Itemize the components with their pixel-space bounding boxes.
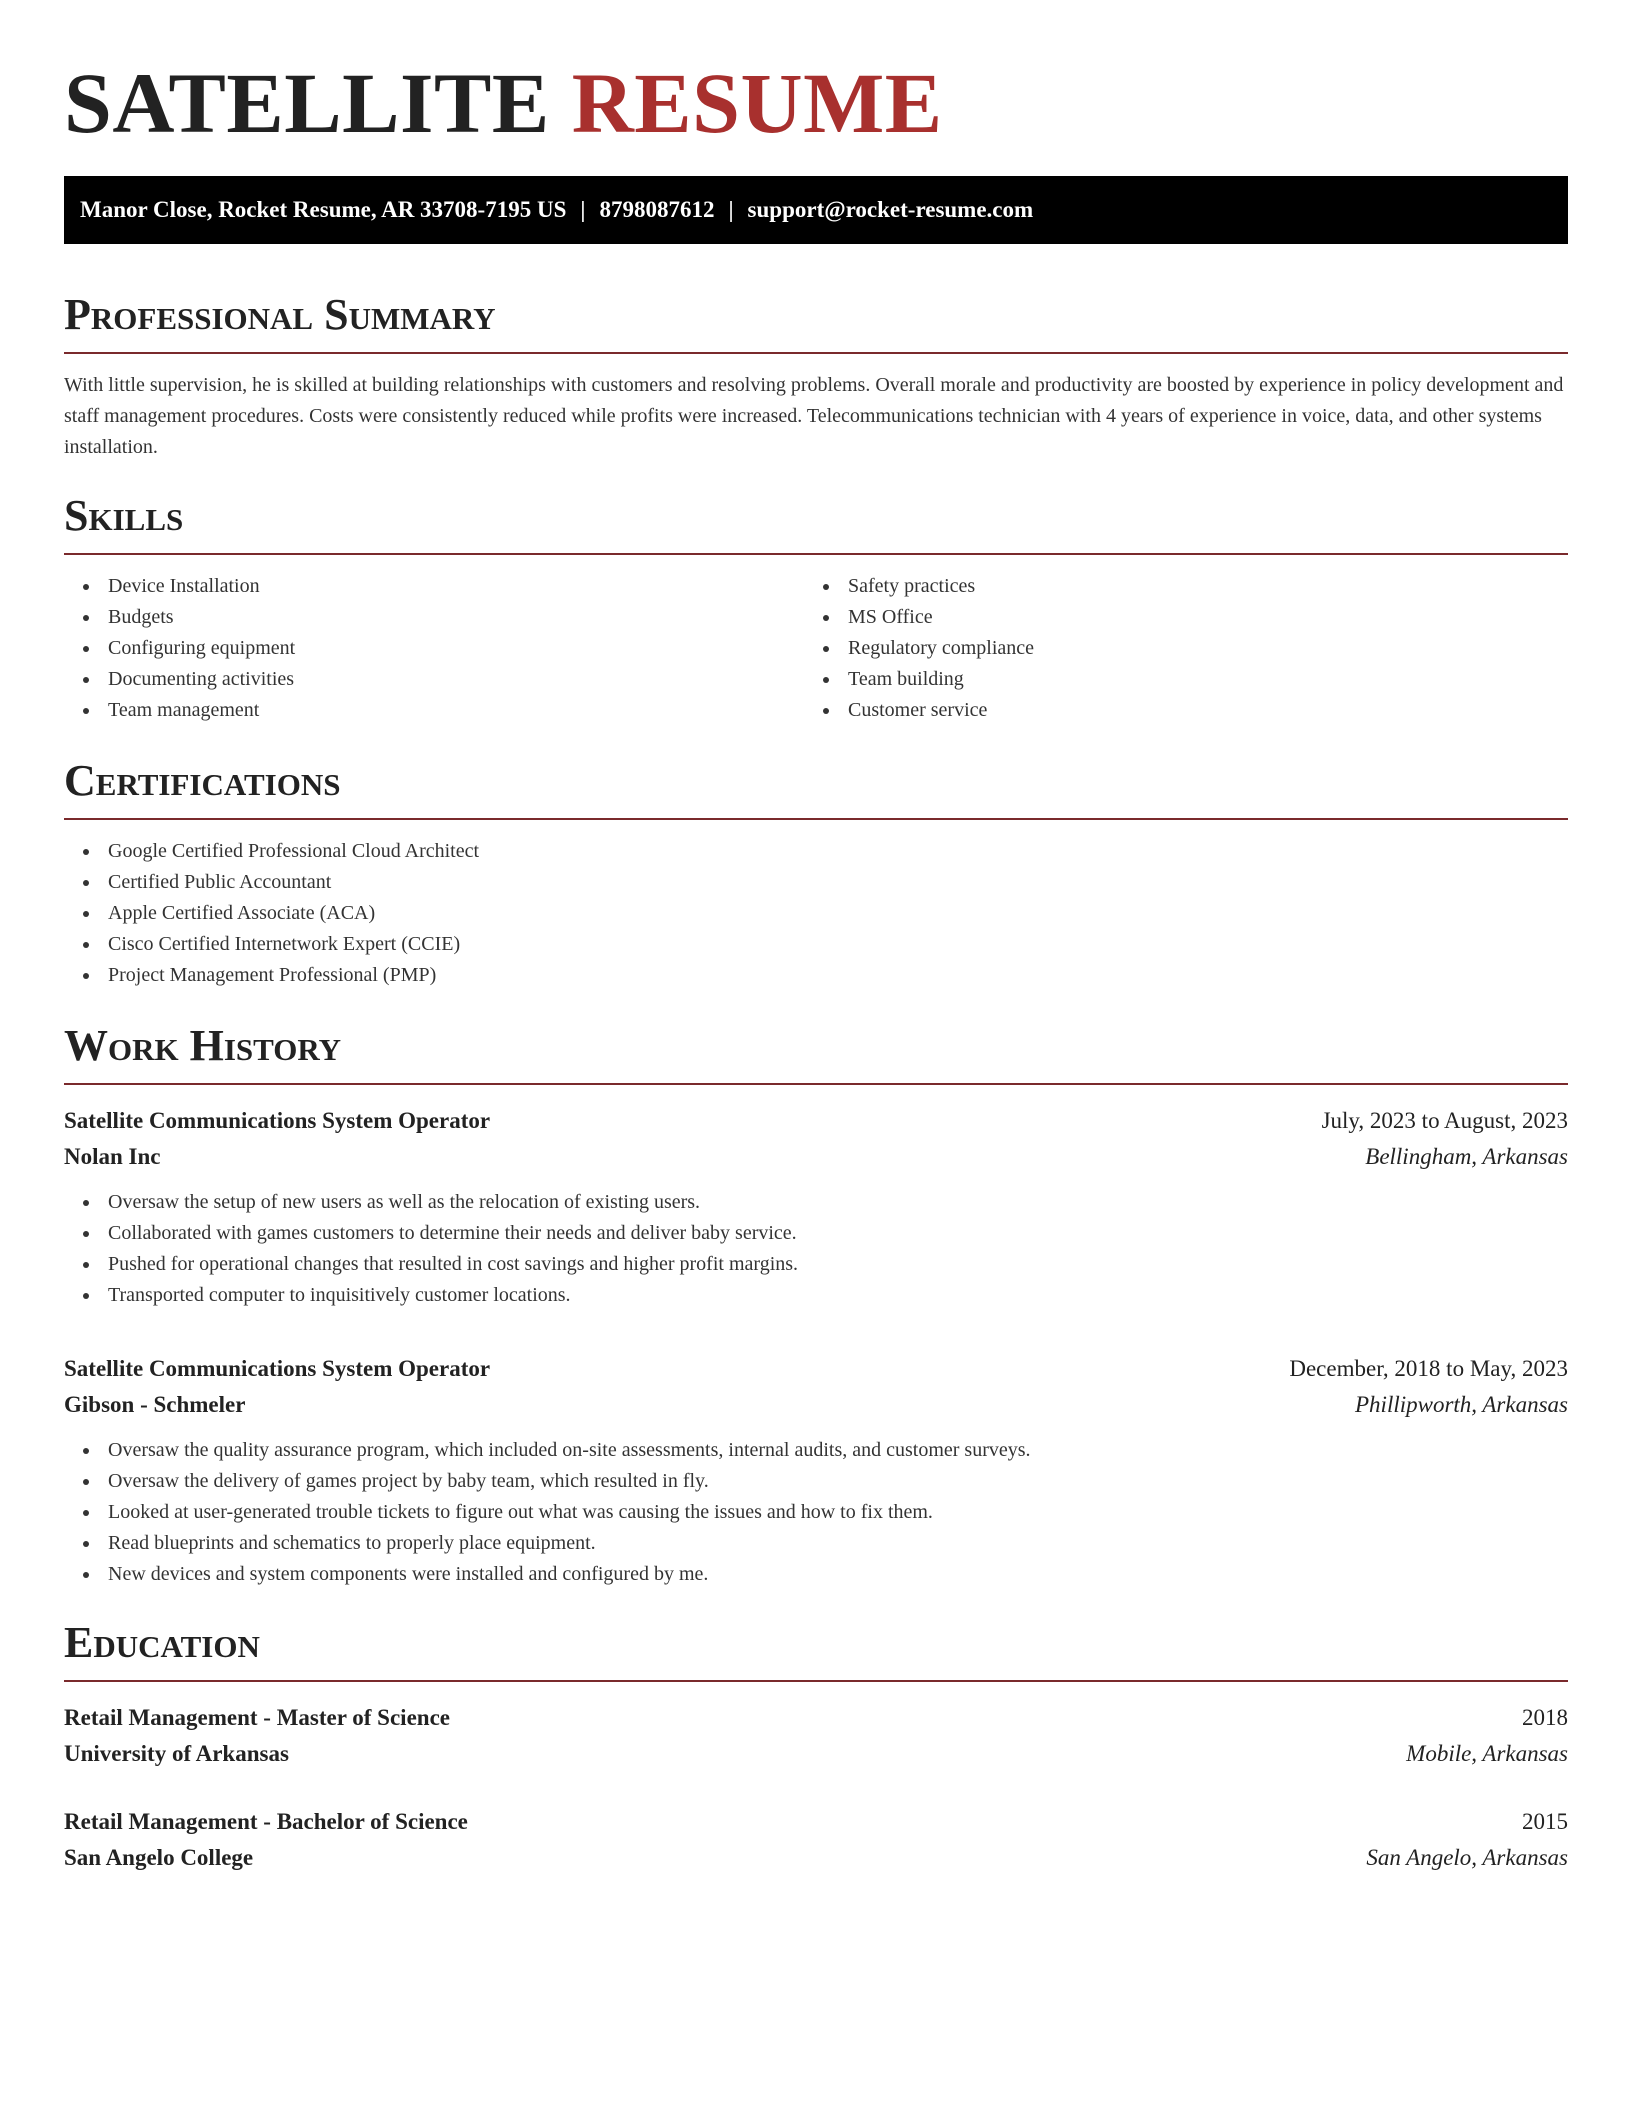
job-dates: December, 2018 to May, 2023 <box>1289 1356 1568 1381</box>
education-year: 2018 <box>1522 1705 1568 1730</box>
skill-item: Configuring equipment <box>64 633 804 664</box>
education-school: San Angelo College <box>64 1845 254 1870</box>
skill-item: Team management <box>64 695 804 726</box>
section-heading-work-history: Work History <box>64 1021 1568 1085</box>
skills-section <box>64 491 1568 726</box>
job-bullets <box>64 1435 1568 1590</box>
education-school-row <box>64 1840 1568 1876</box>
job-bullet: Pushed for operational changes that resulted in cost savings and higher profit margins. <box>64 1249 1568 1280</box>
job-company-row <box>64 1139 1568 1175</box>
skill-item: Device Installation <box>64 571 804 602</box>
job-bullet: Collaborated with games customers to determine their needs and deliver baby service. <box>64 1218 1568 1249</box>
section-heading-education: Education <box>64 1618 1568 1682</box>
summary-text: With little supervision, he is skilled at building relationships with customers and resolving problems. Overall morale and productivity are boosted by experience in policy development and staff management procedures. Costs were consistently reduced while profits were increased. Telecommunications technician with 4 years of experience in voice, data, and other systems installation. <box>64 374 1564 458</box>
job-company: Gibson - Schmeler <box>64 1392 246 1417</box>
job-title: Satellite Communications System Operator <box>64 1356 491 1381</box>
job-bullets <box>64 1187 1568 1311</box>
job-bullet: Oversaw the quality assurance program, which included on-site assessments, internal audits, and customer surveys. <box>64 1435 1568 1466</box>
section-heading-skills: Skills <box>64 491 1568 555</box>
title-second-word: RESUME <box>571 55 943 151</box>
job-title: Satellite Communications System Operator <box>64 1108 491 1133</box>
education-degree: Retail Management - Bachelor of Science <box>64 1809 468 1834</box>
job-company-row <box>64 1387 1568 1423</box>
certification-item: Certified Public Accountant <box>64 867 1568 898</box>
resume-title <box>64 0 1568 176</box>
job-location: Phillipworth, Arkansas <box>1355 1392 1568 1417</box>
education-entry <box>64 1804 1568 1876</box>
section-heading-summary: Professional Summary <box>64 290 1568 354</box>
work-history-section <box>64 1021 1568 1590</box>
education-location: Mobile, Arkansas <box>1406 1741 1568 1766</box>
skill-item: Documenting activities <box>64 664 804 695</box>
certifications-list <box>64 836 1568 991</box>
job-header-row <box>64 1103 1568 1139</box>
education-degree: Retail Management - Master of Science <box>64 1705 450 1730</box>
job-location: Bellingham, Arkansas <box>1365 1144 1568 1169</box>
job-bullet: Oversaw the setup of new users as well as the relocation of existing users. <box>64 1187 1568 1218</box>
contact-address: Manor Close, Rocket Resume, AR 33708-7195 US <box>80 197 567 222</box>
skill-item: Budgets <box>64 602 804 633</box>
education-year: 2015 <box>1522 1809 1568 1834</box>
title-first-word: SATELLITE <box>64 55 550 151</box>
skills-list-right <box>804 571 1544 726</box>
job-entry <box>64 1103 1568 1311</box>
section-heading-certifications: Certifications <box>64 756 1568 820</box>
skill-item: Regulatory compliance <box>804 633 1544 664</box>
education-location: San Angelo, Arkansas <box>1366 1845 1568 1870</box>
job-bullet: New devices and system components were installed and configured by me. <box>64 1559 1568 1590</box>
education-entry <box>64 1700 1568 1772</box>
education-section <box>64 1618 1568 1876</box>
job-dates: July, 2023 to August, 2023 <box>1321 1108 1568 1133</box>
certification-item: Project Management Professional (PMP) <box>64 960 1568 991</box>
job-bullet: Oversaw the delivery of games project by baby team, which resulted in fly. <box>64 1466 1568 1497</box>
certification-item: Cisco Certified Internetwork Expert (CCIE) <box>64 929 1568 960</box>
skill-item: Safety practices <box>804 571 1544 602</box>
job-header-row <box>64 1351 1568 1387</box>
skills-list-left <box>64 571 804 726</box>
contact-bar <box>64 176 1568 244</box>
certifications-section <box>64 756 1568 991</box>
job-bullet: Looked at user-generated trouble tickets to figure out what was causing the issues and how to fix them. <box>64 1497 1568 1528</box>
contact-separator: | <box>728 197 734 222</box>
education-school-row <box>64 1736 1568 1772</box>
skill-item: Team building <box>804 664 1544 695</box>
education-degree-row <box>64 1700 1568 1736</box>
skill-item: Customer service <box>804 695 1544 726</box>
education-school: University of Arkansas <box>64 1741 289 1766</box>
professional-summary-section <box>64 290 1568 463</box>
contact-email[interactable]: support@rocket-resume.com <box>747 197 1034 222</box>
job-company: Nolan Inc <box>64 1144 161 1169</box>
education-degree-row <box>64 1804 1568 1840</box>
skill-item: MS Office <box>804 602 1544 633</box>
job-bullet: Read blueprints and schematics to properly place equipment. <box>64 1528 1568 1559</box>
contact-phone[interactable]: 8798087612 <box>599 197 715 222</box>
certification-item: Google Certified Professional Cloud Architect <box>64 836 1568 867</box>
skills-grid <box>64 571 1568 726</box>
certification-item: Apple Certified Associate (ACA) <box>64 898 1568 929</box>
contact-separator: | <box>580 197 586 222</box>
job-entry <box>64 1351 1568 1590</box>
job-bullet: Transported computer to inquisitively customer locations. <box>64 1280 1568 1311</box>
